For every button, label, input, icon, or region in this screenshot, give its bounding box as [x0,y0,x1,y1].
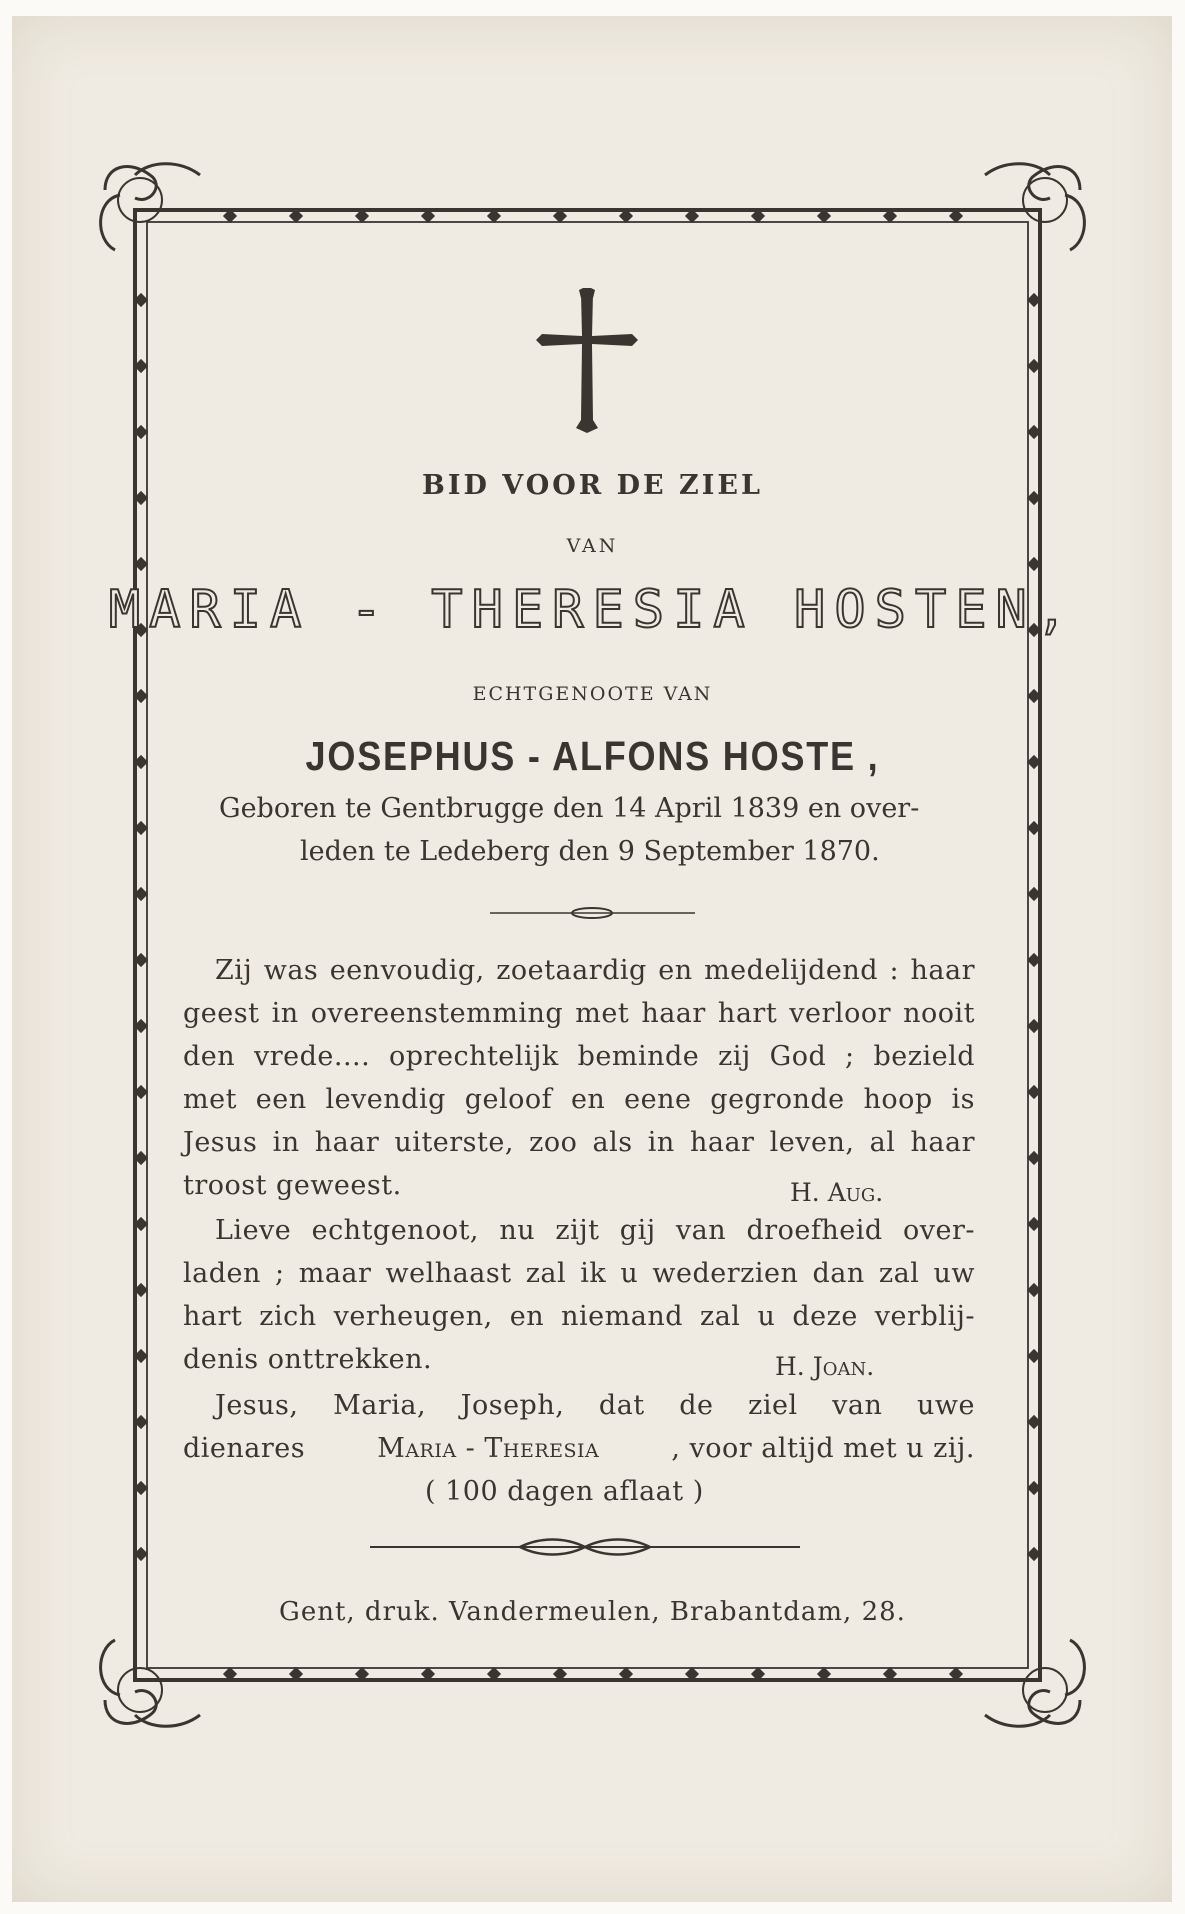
attribution-joan: H. Joan. [775,1352,875,1381]
text-line: denis onttrekken. [183,1344,433,1375]
text-line: Jesus in haar uiterste, zoo als in haar leven, al haar [183,1127,975,1158]
small-divider [490,905,695,921]
text-line: Lieve echtgenoot, nu zijt gij van droefheid over- [215,1215,975,1246]
indulgence: ( 100 dagen aflaat ) [425,1476,704,1507]
text-fragment: dienares [183,1433,306,1464]
cross-icon [532,288,642,433]
text-fragment: , voor altijd met u zij. [671,1433,975,1464]
text-line: Zij was eenvoudig, zoetaardig en medelijdend : haar [215,955,975,986]
text-line: geest in overeenstemming met haar hart verloor nooit [183,998,975,1029]
text-line: Jesus, Maria, Joseph, dat de ziel van uwe [215,1390,975,1421]
spouse-intro: ECHTGENOOTE VAN [472,683,713,705]
attribution-aug: H. Aug. [790,1178,884,1207]
text-line: hart zich verheugen, en niemand zal u deze verblij- [183,1301,975,1332]
deceased-name: MARIA - THERESIA HOSTEN, [108,580,1077,640]
text-line: troost geweest. [183,1170,402,1201]
large-divider [370,1537,800,1557]
van-label: VAN [566,535,619,557]
deceased-name-inline: Maria - Theresia [377,1433,600,1464]
prayer-heading: BID VOOR DE ZIEL [422,470,763,501]
dates-line-1: Geboren te Gentbrugge den 14 April 1839 en over- [219,793,920,824]
text-line: met een levendig geloof en eene gegronde hoop is [183,1084,975,1115]
text-line: den vrede.... oprechtelijk beminde zij God ; bezield [183,1041,975,1072]
dates-line-2: leden te Ledeberg den 9 September 1870. [300,836,880,867]
text-line [183,1433,975,1464]
spouse-name: JOSEPHUS - ALFONS HOSTE , [305,733,880,779]
printer-imprint: Gent, druk. Vandermeulen, Brabantdam, 28. [279,1597,906,1627]
text-line: laden ; maar welhaast zal ik u wederzien dan zal uw [183,1258,975,1289]
